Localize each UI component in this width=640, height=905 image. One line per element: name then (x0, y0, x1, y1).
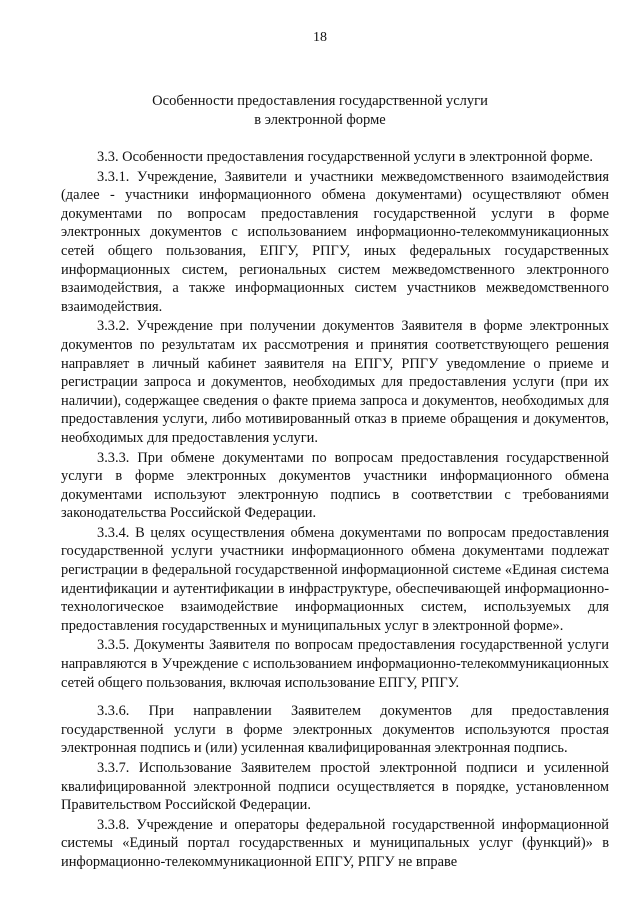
paragraph-3-3-3: 3.3.3. При обмене документами по вопросам предоставления государственной услуги в форме электронных документов участники информационного обмена документами используют электронную подпись в соответствии с требованиями законодательства Российской Федерации. (61, 449, 609, 522)
paragraph-3-3-4: 3.3.4. В целях осуществления обмена документами по вопросам предоставления государственной услуги участники информационного обмена документами подлежат регистрации в федеральной государственной информационной системе «Единая система идентификации и аутентификации в инфраструктуре, обеспечивающей информационно-технологическое взаимодействие информационных систем, используемых для предоставления государственных и муниципальных услуг в электронной форме». (61, 524, 609, 634)
section-title-line-2: в электронной форме (254, 112, 386, 128)
paragraph-3-3-5: 3.3.5. Документы Заявителя по вопросам предоставления государственной услуги направляются в Учреждение с использованием информационно-телекоммуникационных сетей общего пользования, включая использование ЕПГУ, РПГУ. (61, 637, 609, 691)
paragraph-3-3: 3.3. Особенности предоставления государственной услуги в электронной форме. (97, 149, 593, 165)
paragraph-3-3-8: 3.3.8. Учреждение и операторы федеральной государственной информационной системы «Единый портал государственных и муниципальных услуг (функций)» в информационно-телекоммуникационной ЕПГУ, РПГУ не вправе (61, 816, 609, 870)
paragraph-3-3-2: 3.3.2. Учреждение при получении документов Заявителя в форме электронных документов по результатам их рассмотрения и принятия соответствующего решения направляет в личный кабинет заявителя на ЕПГУ, РПГУ уведомление о приеме и регистрации запроса и документов, необходимых для предоставления услуги (при их наличии), содержащее сведения о факте приема запроса и документов, необходимых для предоставления услуги, либо мотивированный отказ в приеме обращения и документов, необходимых для предоставления услуги. (61, 318, 609, 446)
page-number: 18 (313, 30, 327, 45)
section-title-line-1: Особенности предоставления государственной услуги (152, 93, 488, 109)
paragraph-3-3-7: 3.3.7. Использование Заявителем простой электронной подписи и усиленной квалифицированной электронной подписи осуществляется в порядке, установленном Правительством Российской Федерации. (61, 760, 609, 814)
paragraph-3-3-1: 3.3.1. Учреждение, Заявители и участники межведомственного взаимодействия (далее - участники информационного обмена документами) осуществляют обмен документами по вопросам предоставления государственной услуги в форме электронных документов с использованием информационно-телекоммуникационных сетей общего пользования, ЕПГУ, РПГУ, иных федеральных государственных информационных систем, региональных систем межведомственного электронного взаимодействия, а также информационных систем участников межведомственного взаимодействия. (61, 168, 609, 315)
paragraph-3-3-6: 3.3.6. При направлении Заявителем документов для предоставления государственной услуги в форме электронных документов используются простая электронная подпись и (или) усиленная квалифицированная электронная подпись. (61, 703, 609, 757)
section-title (0, 92, 640, 130)
body-text (61, 148, 609, 872)
